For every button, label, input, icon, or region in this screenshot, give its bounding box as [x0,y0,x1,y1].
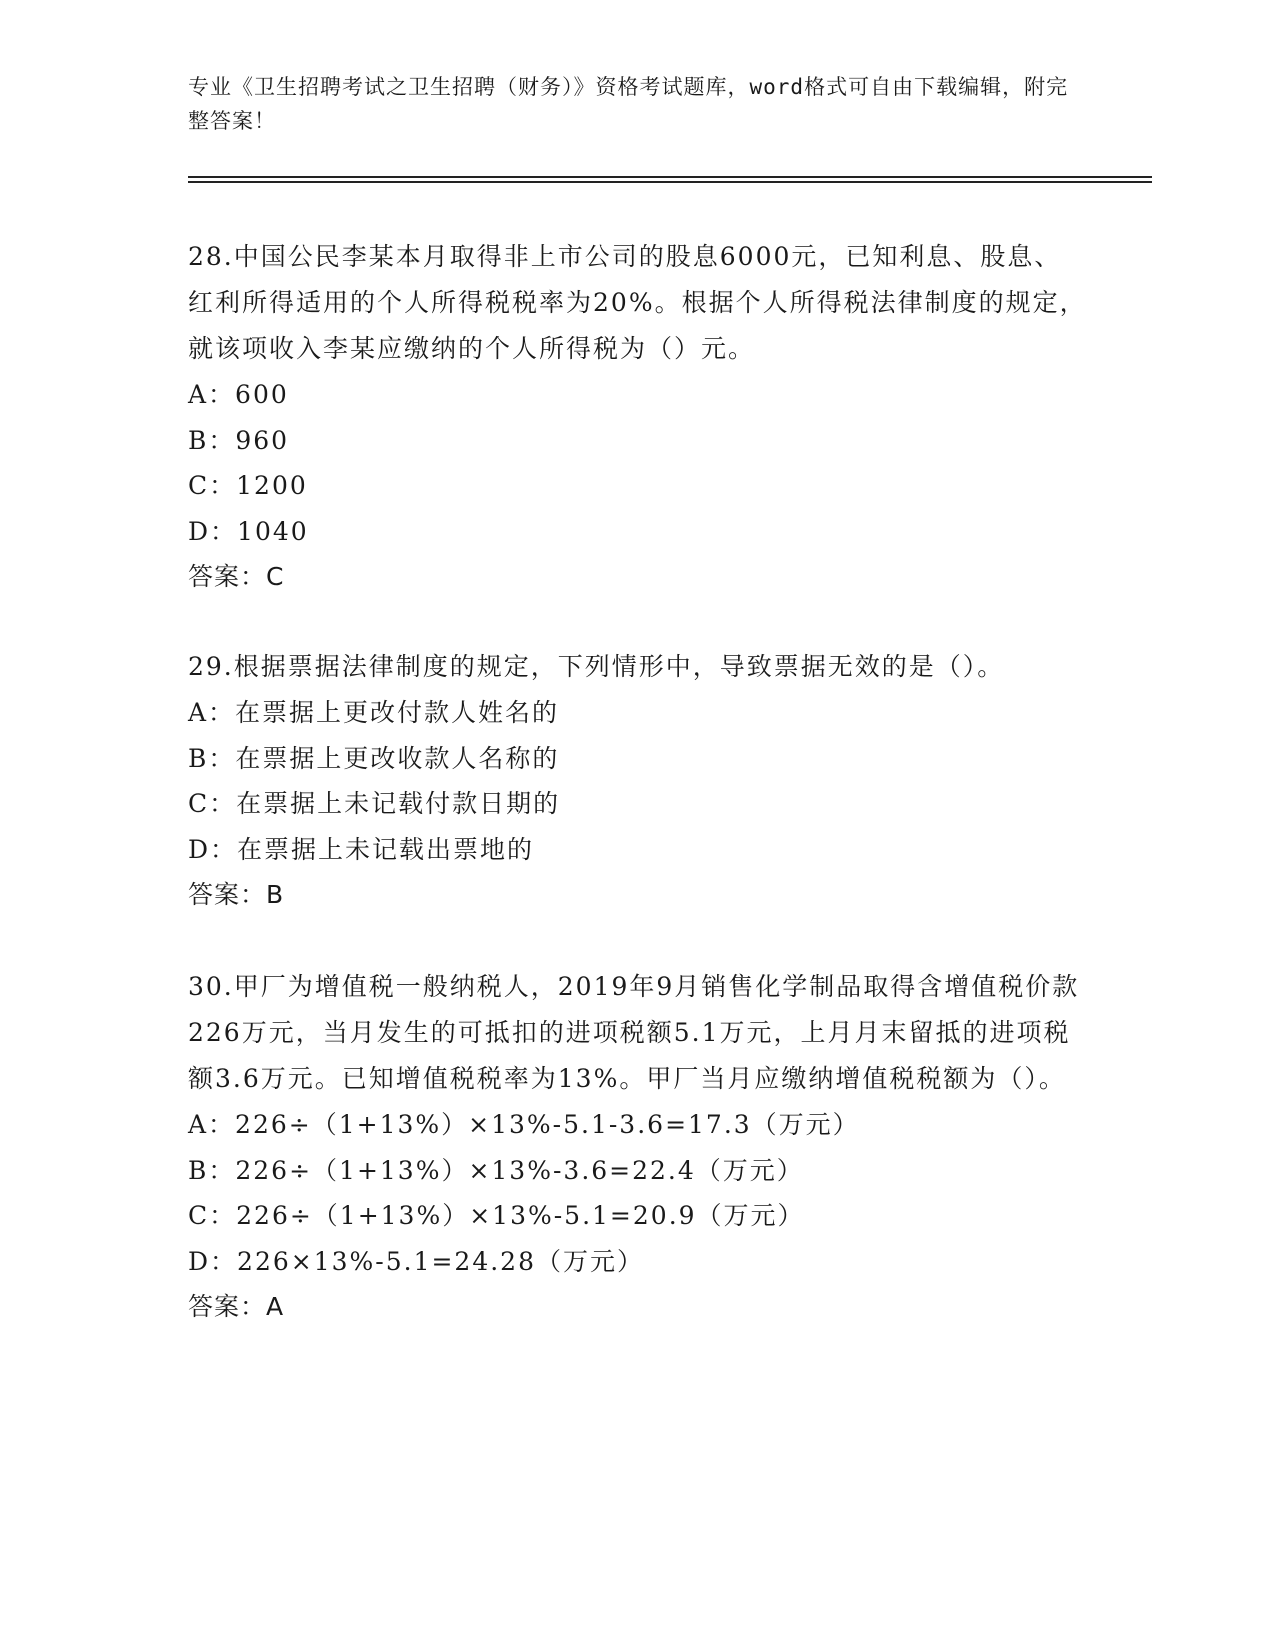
question-answer: 答案：A [188,1292,285,1321]
option-b: B：960 [188,425,290,455]
option-d: D：226×13%-5.1=24.28（万元） [188,1246,644,1276]
option-c: C：在票据上未记载付款日期的 [188,789,561,818]
document-header: 专业《卫生招聘考试之卫生招聘（财务）》资格考试题库，word格式可自由下载编辑，附完整答案！ [188,75,1069,133]
question-30 [188,964,1088,1330]
option-a: A：在票据上更改付款人姓名的 [188,698,560,727]
option-b: B：在票据上更改收款人名称的 [188,743,560,773]
option-c: C：1200 [188,471,308,500]
question-stem: 30.甲厂为增值税一般纳税人，2019年9月销售化学制品取得含增值税价款226万元，当月发生的可抵扣的进项税额5.1万元，上月月末留抵的进项税额3.6万元。已知增值税税率为13%。甲厂当月应缴纳增值税税额为（）。 [188,972,1080,1093]
question-29 [188,644,1088,918]
question-stem: 28.中国公民李某本月取得非上市公司的股息6000元，已知利息、股息、红利所得适用的个人所得税税率为20%。根据个人所得税法律制度的规定，就该项收入李某应缴纳的个人所得税为（）元。 [188,242,1087,363]
question-stem: 29.根据票据法律制度的规定，下列情形中，导致票据无效的是（）。 [188,652,1005,681]
question-answer: 答案：B [188,880,285,909]
option-d: D：1040 [188,516,309,546]
option-c: C：226÷（1+13%）×13%-5.1=20.9（万元） [188,1201,805,1230]
header-divider-top [188,176,1152,178]
option-b: B：226÷（1+13%）×13%-3.6=22.4（万元） [188,1155,804,1185]
option-d: D：在票据上未记载出票地的 [188,834,535,864]
option-a: A：226÷（1+13%）×13%-5.1-3.6=17.3（万元） [188,1110,860,1139]
question-answer: 答案：C [188,562,285,591]
header-divider-bottom [188,181,1152,183]
option-a: A：600 [188,380,289,409]
question-28 [188,234,1088,600]
